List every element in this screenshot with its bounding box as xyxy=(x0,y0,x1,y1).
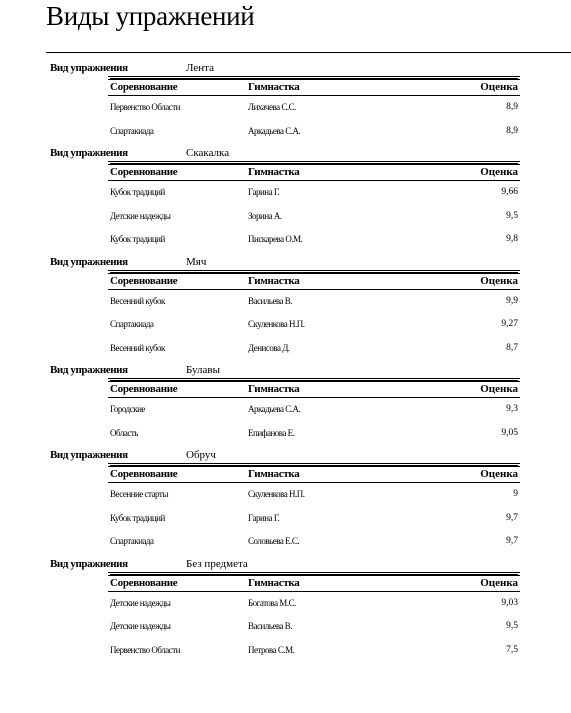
results-table xyxy=(108,381,520,445)
results-table xyxy=(108,575,520,663)
competition-cell: Область xyxy=(110,427,138,438)
exercise-group xyxy=(0,554,571,663)
table-row xyxy=(108,337,520,361)
column-header-competition: Соревнование xyxy=(110,166,178,178)
column-header-gymnast: Гимнастка xyxy=(248,576,300,589)
score-cell: 9,8 xyxy=(506,234,518,244)
title-divider xyxy=(46,52,571,53)
table-row xyxy=(108,228,520,252)
competition-cell: Спартакиада xyxy=(110,536,154,546)
exercise-type-name: Мяч xyxy=(186,255,207,268)
results-table xyxy=(108,79,520,143)
exercise-type-name: Лента xyxy=(186,62,214,74)
results-table xyxy=(108,273,520,361)
table-row xyxy=(108,530,520,554)
table-header xyxy=(108,273,520,290)
column-header-gymnast: Гимнастка xyxy=(248,166,300,178)
gymnast-cell: Епифанова Е. xyxy=(248,427,295,438)
table-row xyxy=(108,181,520,205)
gymnast-cell: Аркадьева С.А. xyxy=(248,125,301,136)
column-header-gymnast: Гимнастка xyxy=(248,81,300,93)
gymnast-cell: Скуленкова Н.П. xyxy=(248,489,305,499)
gymnast-cell: Аркадьева С.А. xyxy=(248,404,301,414)
competition-cell: Детские надежды xyxy=(110,210,171,221)
score-cell: 9,7 xyxy=(506,512,518,523)
column-header-score: Оценка xyxy=(480,166,518,178)
table-header xyxy=(108,79,520,96)
group-header xyxy=(0,143,571,163)
results-table xyxy=(108,466,520,554)
table-header xyxy=(108,164,520,181)
exercise-type-name: Обруч xyxy=(186,449,216,461)
score-cell: 9,3 xyxy=(506,404,518,414)
column-header-score: Оценка xyxy=(480,274,518,287)
column-header-gymnast: Гимнастка xyxy=(248,383,300,395)
gymnast-cell: Соловьева Е.С. xyxy=(248,536,300,546)
gymnast-cell: Лихачева С.С. xyxy=(248,102,296,112)
competition-cell: Кубок традиций xyxy=(110,234,165,244)
score-cell: 9,27 xyxy=(501,319,518,329)
results-table xyxy=(108,164,520,252)
competition-cell: Кубок традиций xyxy=(110,512,165,523)
competition-cell: Детские надежды xyxy=(110,621,171,631)
table-row xyxy=(108,313,520,337)
group-label: Вид упражнения xyxy=(50,364,128,376)
gymnast-cell: Петрова С.М. xyxy=(248,644,295,655)
score-cell: 9,7 xyxy=(506,536,518,546)
table-row xyxy=(108,639,520,663)
table-header xyxy=(108,381,520,398)
group-label: Вид упражнения xyxy=(50,255,128,268)
score-cell: 9,5 xyxy=(506,621,518,631)
exercise-type-name: Без предмета xyxy=(186,557,248,570)
gymnast-cell: Гарина Г. xyxy=(248,512,280,523)
column-header-gymnast: Гимнастка xyxy=(248,468,300,480)
column-header-score: Оценка xyxy=(480,576,518,589)
report-title: Виды упражнений xyxy=(46,1,255,31)
exercise-groups xyxy=(0,58,571,662)
table-row xyxy=(108,422,520,446)
group-header xyxy=(0,445,571,465)
table-row xyxy=(108,205,520,229)
gymnast-cell: Зорина А. xyxy=(248,210,282,221)
score-cell: 8,7 xyxy=(506,342,518,353)
column-header-score: Оценка xyxy=(480,468,518,480)
column-header-competition: Соревнование xyxy=(110,81,178,93)
competition-cell: Весенний кубок xyxy=(110,342,165,353)
gymnast-cell: Денисова Д. xyxy=(248,342,290,353)
group-label: Вид упражнения xyxy=(50,147,128,159)
competition-cell: Спартакиада xyxy=(110,125,154,136)
table-row xyxy=(108,96,520,120)
score-cell: 9,9 xyxy=(506,295,518,306)
table-row xyxy=(108,592,520,616)
competition-cell: Первенство Области xyxy=(110,644,180,655)
gymnast-cell: Пискарева О.М. xyxy=(248,234,303,244)
competition-cell: Весенний кубок xyxy=(110,295,165,306)
group-label: Вид упражнения xyxy=(50,449,128,461)
score-cell: 9 xyxy=(513,489,518,499)
column-header-score: Оценка xyxy=(480,81,518,93)
column-header-competition: Соревнование xyxy=(110,468,178,480)
table-row xyxy=(108,615,520,639)
table-row xyxy=(108,398,520,422)
competition-cell: Кубок традиций xyxy=(110,187,165,197)
score-cell: 9,66 xyxy=(501,187,518,197)
gymnast-cell: Скуленкова Н.П. xyxy=(248,319,305,329)
group-label: Вид упражнения xyxy=(50,557,128,570)
exercise-type-name: Скакалка xyxy=(186,147,230,159)
score-cell: 9,5 xyxy=(506,210,518,221)
score-cell: 7,5 xyxy=(506,644,518,655)
exercise-group xyxy=(0,58,571,143)
table-header xyxy=(108,466,520,483)
competition-cell: Детские надежды xyxy=(110,597,171,608)
exercise-group xyxy=(0,445,571,554)
exercise-group xyxy=(0,360,571,445)
column-header-gymnast: Гимнастка xyxy=(248,274,300,287)
group-header xyxy=(0,252,571,272)
table-row xyxy=(108,483,520,507)
gymnast-cell: Васильева В. xyxy=(248,295,293,306)
competition-cell: Весенние старты xyxy=(110,489,168,499)
exercise-type-name: Булавы xyxy=(186,364,221,376)
competition-cell: Первенство Области xyxy=(110,102,180,112)
score-cell: 8,9 xyxy=(506,125,518,136)
gymnast-cell: Гарина Г. xyxy=(248,187,280,197)
gymnast-cell: Богатова М.С. xyxy=(248,597,296,608)
score-cell: 9,03 xyxy=(501,597,518,608)
group-label: Вид упражнения xyxy=(50,62,128,74)
score-cell: 9,05 xyxy=(501,427,518,438)
exercise-group xyxy=(0,143,571,252)
table-row xyxy=(108,120,520,144)
table-row xyxy=(108,290,520,314)
gymnast-cell: Васильева В. xyxy=(248,621,293,631)
group-header xyxy=(0,58,571,78)
exercise-group xyxy=(0,252,571,361)
group-header xyxy=(0,360,571,380)
table-header xyxy=(108,575,520,592)
competition-cell: Городские xyxy=(110,404,145,414)
column-header-score: Оценка xyxy=(480,383,518,395)
table-row xyxy=(108,507,520,531)
competition-cell: Спартакиада xyxy=(110,319,154,329)
group-header xyxy=(0,554,571,574)
column-header-competition: Соревнование xyxy=(110,274,178,287)
column-header-competition: Соревнование xyxy=(110,383,178,395)
score-cell: 8,9 xyxy=(506,102,518,112)
column-header-competition: Соревнование xyxy=(110,576,178,589)
